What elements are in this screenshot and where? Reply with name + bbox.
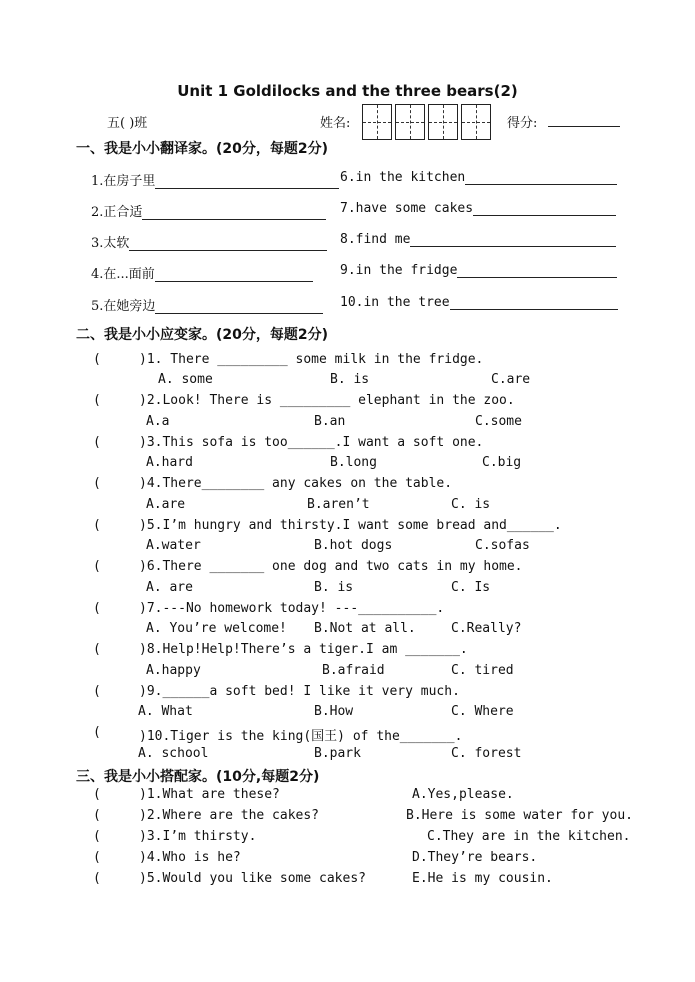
translate-item-10: 10.in the tree <box>340 295 618 310</box>
answer-paren[interactable]: ( <box>93 559 101 574</box>
section-2-heading: 二、我是小小应变家。(20分，每题2分) <box>76 327 329 343</box>
answer-paren[interactable]: ( <box>93 518 101 533</box>
option-c: C.some <box>475 414 522 429</box>
score-blank[interactable] <box>548 126 620 127</box>
match-answer-c: C.They are in the kitchen. <box>427 829 631 844</box>
option-c: C.are <box>491 372 531 387</box>
option-a: A.a <box>146 414 170 429</box>
option-b: B.park <box>314 746 361 761</box>
answer-paren[interactable]: ( <box>93 808 101 823</box>
answer-blank[interactable] <box>155 299 323 314</box>
name-grid-cell[interactable] <box>461 104 491 140</box>
option-a: A.water <box>146 538 201 553</box>
option-c: C.Really? <box>451 621 522 636</box>
worksheet-page: Unit 1 Goldilocks and the three bears(2) 五( )班 姓名: 得分: 一、我是小小翻译家。(20分，每题2分) 1.在房子里 6.in the kitchen 2.正合适 7.have some cakes 3.太软 8.find me 4.在...面前 9.in the fridge 5.在她旁边 10.in the tree 二、我是小小应变家。(20分，每题2分) ( )1. There _________ some milk in the fridge. A. some B. is C.are ( )2.Look! There is _________ elephant in the zoo. A.a B.an C.some ( )3.This sofa is too______.I want a soft one. A.hard B.long C.big ( )4.There________ any cakes on the table. A.are B.aren’t C. is ( )5.I’m hungry and thirsty.I want some bread and______. A.water B.hot dogs C.sofas ( )6.There _______ one dog and two cats in my home. A. are B. is C. Is ( )7.---No homework today! ---__________. A. You’re welcome! B.Not at all. C.Really? ( )8.Help!Help!There’s a tiger.I am _______. A.happy B.afraid C. tired ( )9.______a soft bed! I like it very much. A. What B.How C. Where ( )10.Tiger is the king(国王) of the_______. A. school B.park C. forest 三、我是小小搭配家。(10分,每题2分) ( )1.What are these? A.Yes,please. ( )2.Where are the cakes? B.Here is some water for you. ( )3.I’m thirsty. C.They are in the kitchen. ( )4.Who is he? D.They’re bears. ( )5.Would you like some cakes? E.He is my cousin. <box>0 0 695 982</box>
option-b: B. is <box>314 580 354 595</box>
option-c: C. Where <box>451 704 514 719</box>
answer-blank[interactable] <box>457 263 617 278</box>
translate-item-6: 6.in the kitchen <box>340 170 617 185</box>
option-b: B.aren’t <box>307 497 370 512</box>
answer-blank[interactable] <box>465 170 617 185</box>
score-label: 得分: <box>507 116 538 131</box>
match-answer-d: D.They’re bears. <box>412 850 538 865</box>
option-c: C.big <box>482 455 522 470</box>
option-c: C. tired <box>451 663 514 678</box>
answer-blank[interactable] <box>155 174 339 189</box>
answer-blank[interactable] <box>450 295 618 310</box>
answer-paren[interactable]: ( <box>93 642 101 657</box>
translate-item-2: 2.正合适 <box>91 201 326 220</box>
option-a: A.are <box>146 497 186 512</box>
option-a: A.hard <box>146 455 193 470</box>
answer-paren[interactable]: ( <box>93 829 101 844</box>
answer-paren[interactable]: ( <box>93 601 101 616</box>
option-a: A. are <box>146 580 193 595</box>
option-a: A. school <box>138 746 209 761</box>
answer-blank[interactable] <box>155 267 313 282</box>
translate-item-7: 7.have some cakes <box>340 201 616 216</box>
name-grid-cell[interactable] <box>395 104 425 140</box>
student-info-row <box>0 104 695 142</box>
answer-paren[interactable]: ( <box>93 871 101 886</box>
option-b: B.Not at all. <box>314 621 416 636</box>
name-grid-cell[interactable] <box>428 104 458 140</box>
name-writing-grid[interactable] <box>362 104 494 140</box>
translate-item-5: 5.在她旁边 <box>91 295 323 314</box>
class-label: 五( )班 <box>107 116 148 131</box>
answer-paren[interactable]: ( <box>93 684 101 699</box>
translate-item-1: 1.在房子里 <box>91 170 339 189</box>
option-a: A. What <box>138 704 193 719</box>
match-answer-a: A.Yes,please. <box>412 787 514 802</box>
translate-item-8: 8.find me <box>340 232 616 247</box>
answer-paren[interactable]: ( <box>93 435 101 450</box>
answer-paren[interactable]: ( <box>93 725 101 740</box>
answer-paren[interactable]: ( <box>93 787 101 802</box>
answer-blank[interactable] <box>129 236 327 251</box>
option-a: A. You’re welcome! <box>146 621 287 636</box>
answer-blank[interactable] <box>410 232 616 247</box>
option-b: B. is <box>330 372 370 387</box>
answer-paren[interactable]: ( <box>93 393 101 408</box>
answer-paren[interactable]: ( <box>93 476 101 491</box>
option-b: B.afraid <box>322 663 385 678</box>
section-3-heading: 三、我是小小搭配家。(10分,每题2分) <box>76 769 320 785</box>
option-b: B.long <box>330 455 377 470</box>
name-grid-cell[interactable] <box>362 104 392 140</box>
section-1-heading: 一、我是小小翻译家。(20分，每题2分) <box>76 141 329 157</box>
option-c: C. forest <box>451 746 522 761</box>
match-answer-e: E.He is my cousin. <box>412 871 553 886</box>
translate-item-4: 4.在...面前 <box>91 263 313 282</box>
option-a: A.happy <box>146 663 201 678</box>
option-b: B.How <box>314 704 354 719</box>
answer-blank[interactable] <box>142 205 326 220</box>
option-c: C. Is <box>451 580 491 595</box>
option-c: C. is <box>451 497 491 512</box>
option-b: B.hot dogs <box>314 538 393 553</box>
answer-paren[interactable]: ( <box>93 352 101 367</box>
translate-item-3: 3.太软 <box>91 232 327 251</box>
option-a: A. some <box>158 372 213 387</box>
translate-item-9: 9.in the fridge <box>340 263 617 278</box>
answer-paren[interactable]: ( <box>93 850 101 865</box>
name-label: 姓名: <box>320 116 351 131</box>
answer-blank[interactable] <box>473 201 616 216</box>
match-answer-b: B.Here is some water for you. <box>406 808 633 823</box>
page-title: Unit 1 Goldilocks and the three bears(2) <box>177 82 518 100</box>
option-c: C.sofas <box>475 538 530 553</box>
option-b: B.an <box>314 414 346 429</box>
